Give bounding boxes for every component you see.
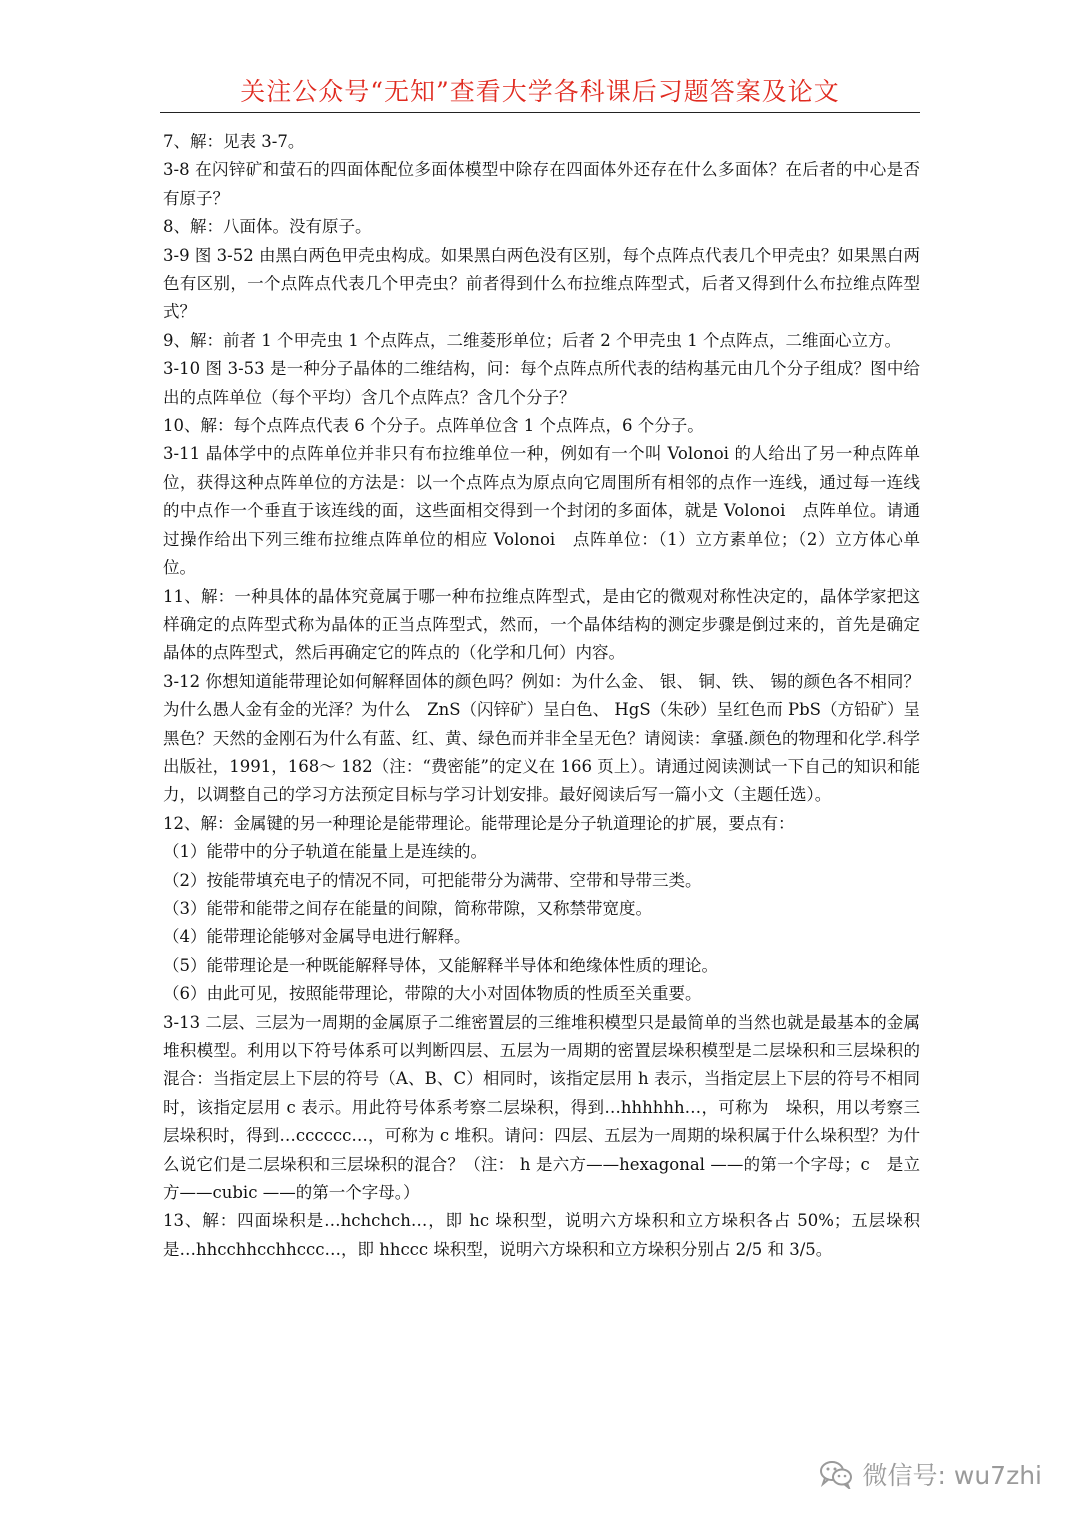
question-3-10: 3-10 图 3-53 是一种分子晶体的二维结构，问：每个点阵点所代表的结构基元由几个分子组成？图中给出的点阵单位（每个平均）含几个点阵点？含几个分子？ (163, 359, 920, 407)
question-3-13: 3-13 二层、三层为一周期的金属原子二维密置层的三维堆积模型只是最简单的当然也就是最基本的金属堆积模型。利用以下符号体系可以判断四层、五层为一周期的密置层垛积模型是二层垛积和三层垛积的混合：当指定层上下层的符号（A、B、C）相同时，该指定层用 h 表示，当指定层上下层的符号不相同时，该指定层用 c 表示。用此符号体系考察二层垛积，得到…hhhhhh…，可称为 垛积，用以考察三层垛积时，得到…cccccc…，可称为 c 堆积。请问：四层、五层为一周期的垛积属于什么垛积型？为什么说它们是二层垛积和三层垛积的混合？（注： h 是六方——hexagonal ——的第一个字母；c 是立方——cubic ——的第一个字母。） (163, 1012, 920, 1203)
paragraph-13-answer: 13、解：四面垛积是…hchchch…，即 hc 垛积型，说明六方垛积和立方垛积各占 50%；五层垛积是…hhcchhcchhccc…，即 hhccc 垛积型，说明六方垛积和立方垛积分别占 2/5 和 3/5。 (163, 1211, 920, 1259)
paragraph-8-answer: 8、解：八面体。没有原子。 (163, 217, 372, 237)
list-item: （4）能带理论能够对金属导电进行解释。 (163, 927, 471, 947)
paragraph-9-answer: 9、解：前者 1 个甲壳虫 1 个点阵点，二维菱形单位；后者 2 个甲壳虫 1 个点阵点，二维面心立方。 (163, 330, 901, 350)
list-item: （3）能带和能带之间存在能量的间隙，简称带隙，又称禁带宽度。 (163, 898, 652, 918)
list-item: （5）能带理论是一种既能解释导体，又能解释半导体和绝缘体性质的理论。 (163, 955, 718, 975)
document-body (163, 128, 920, 1264)
paragraph-10-answer: 10、解：每个点阵点代表 6 个分子。点阵单位含 1 个点阵点，6 个分子。 (163, 416, 704, 436)
wechat-icon (819, 1459, 853, 1489)
list-item: （6）由此可见，按照能带理论，带隙的大小对固体物质的性质至关重要。 (163, 984, 702, 1004)
wechat-watermark (819, 1456, 1042, 1492)
watermark-text: 微信号: wu7zhi (862, 1461, 1042, 1490)
question-3-8: 3-8 在闪锌矿和萤石的四面体配位多面体模型中除存在四面体外还存在什么多面体？在后者的中心是否有原子？ (163, 160, 920, 208)
question-3-12: 3-12 你想知道能带理论如何解释固体的颜色吗？例如：为什么金、 银、 铜、铁、 锡的颜色各不相同？为什么愚人金有金的光泽？为什么 ZnS（闪锌矿）呈白色、 HgS（朱砂）呈红色而 PbS（方铅矿）呈黑色？天然的金刚石为什么有蓝、红、黄、绿色而并非全呈无色？请阅读：拿骚.颜色的物理和化学.科学出版社，1991，168～ 182（注：“费密能”的定义在 166 页上）。请通过阅读测试一下自己的知识和能力，以调整自己的学习方法预定目标与学习计划安排。最好阅读后写一篇小文（主题任选）。 (163, 671, 920, 805)
header-divider (160, 112, 920, 113)
page-header-title: 关注公众号“无知”查看大学各科课后习题答案及论文 (240, 77, 840, 106)
list-item: （1）能带中的分子轨道在能量上是连续的。 (163, 842, 487, 862)
paragraph-12-answer: 12、解：金属键的另一种理论是能带理论。能带理论是分子轨道理论的扩展，要点有： (163, 813, 795, 833)
question-3-9: 3-9 图 3-52 由黑白两色甲壳虫构成。如果黑白两色没有区别，每个点阵点代表几个甲壳虫？如果黑白两色有区别，一个点阵点代表几个甲壳虫？前者得到什么布拉维点阵型式，后者又得到什么布拉维点阵型式？ (163, 245, 920, 322)
paragraph-11-answer: 11、解：一种具体的晶体究竟属于哪一种布拉维点阵型式，是由它的微观对称性决定的，晶体学家把这样确定的点阵型式称为晶体的正当点阵型式，然而，一个晶体结构的测定步骤是倒过来的，首先是确定晶体的点阵型式，然后再确定它的阵点的（化学和几何）内容。 (163, 586, 920, 663)
paragraph-7-answer: 7、解：见表 3-7。 (163, 132, 305, 151)
list-item: （2）按能带填充电子的情况不同，可把能带分为满带、空带和导带三类。 (163, 870, 702, 890)
question-3-11: 3-11 晶体学中的点阵单位并非只有布拉维单位一种，例如有一个叫 Volonoi 的人给出了另一种点阵单位，获得这种点阵单位的方法是：以一个点阵点为原点向它周围所有相邻的点作一连线，通过每一连线的中点作一个垂直于该连线的面，这些面相交得到一个封闭的多面体，就是 Volonoi 点阵单位。请通过操作给出下列三维布拉维点阵单位的相应 Volonoi 点阵单位：（1）立方素单位；（2）立方体心单位。 (163, 444, 920, 578)
